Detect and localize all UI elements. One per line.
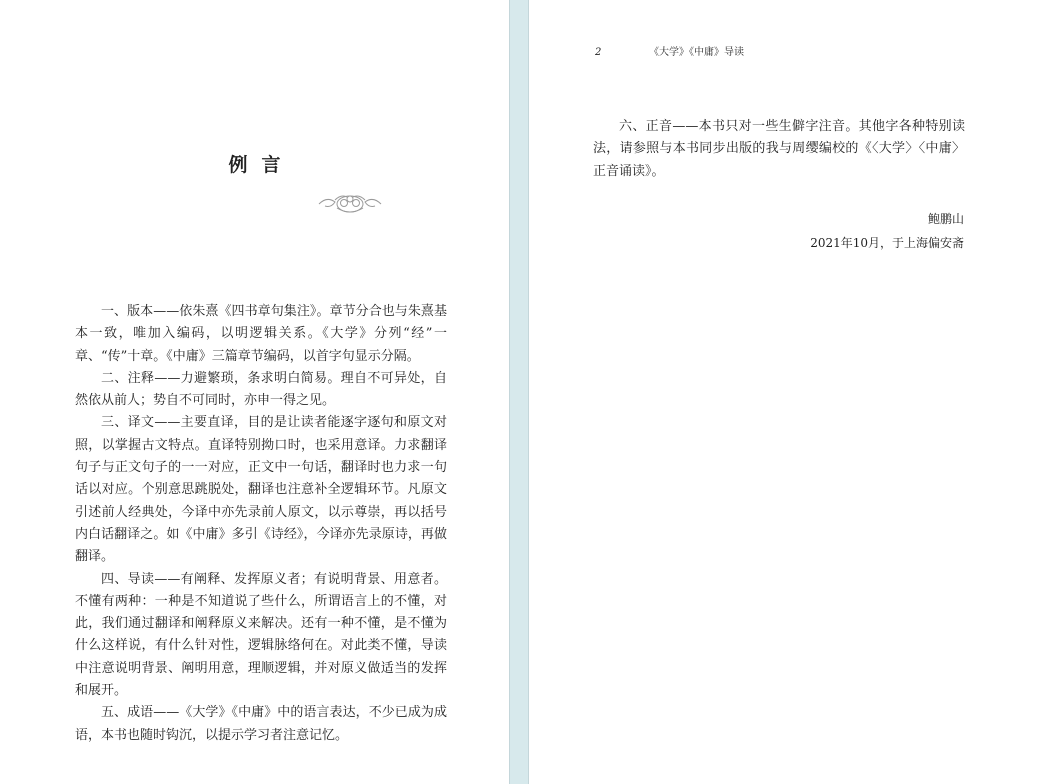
author-signature: 鲍鹏山 (927, 212, 964, 226)
foreword-body (75, 301, 447, 747)
paragraph-pronunciation: 六、正音——本书只对一些生僻字注音。其他字各种特别读法，请参照与本书同步出版的我与周缨编校的《〈大学〉〈中庸〉正音诵读》。 (593, 119, 965, 179)
cloud-ornament-icon (317, 190, 383, 218)
paragraph-idioms: 五、成语——《大学》《中庸》中的语言表达，不少已成为成语，本书也随时钩沉，以提示学习者注意记忆。 (75, 705, 447, 743)
page-title: 例言 (228, 154, 295, 176)
paragraph-annotation: 二、注释——力避繁琐，条求明白简易。理自不可异处，自然依从前人；势自不可同时，亦申一得之见。 (75, 370, 447, 409)
paragraph-edition: 一、版本——依朱熹《四书章句集注》。章节分合也与朱熹基本一致，唯加入编码，以明逻辑关系。《大学》分列“经”一章、“传”十章。《中庸》三篇章节编码，以首字句显示分隔。 (75, 304, 447, 364)
running-header-title: 《大学》《中庸》导读 (649, 47, 744, 58)
page-number: 2 (595, 47, 602, 58)
paragraph-guide: 四、导读——有阐释、发挥原义者；有说明背景、用意者。不懂有两种：一种是不知道说了些什么，所谓语言上的不懂，对此，我们通过翻译和阐释原义来解决。还有一种不懂，是不懂为什么这样说，有什么针对性，逻辑脉络何在。对此类不懂，导读中注意说明背景、阐明用意，理顺逻辑，并对原义做适当的发挥和展开。 (75, 571, 447, 699)
left-page (0, 0, 510, 784)
date-place: 2021年10月，于上海偏安斋 (810, 236, 964, 250)
paragraph-translation: 三、译文——主要直译，目的是让读者能逐字逐句和原文对照，以掌握古文特点。直译特别拗口时，也采用意译。力求翻译句子与正文句子的一一对应，正文中一句话，翻译时也力求一句话以对应。个别意思跳脱处，翻译也注意补全逻辑环节。凡原文引述前人经典处，今译中亦先录前人原文，以示尊崇，再以括号内白话翻译之。如《中庸》多引《诗经》，今译亦先录原诗，再做翻译。 (75, 415, 447, 565)
right-page (528, 0, 1038, 784)
foreword-body-continued (593, 116, 965, 183)
